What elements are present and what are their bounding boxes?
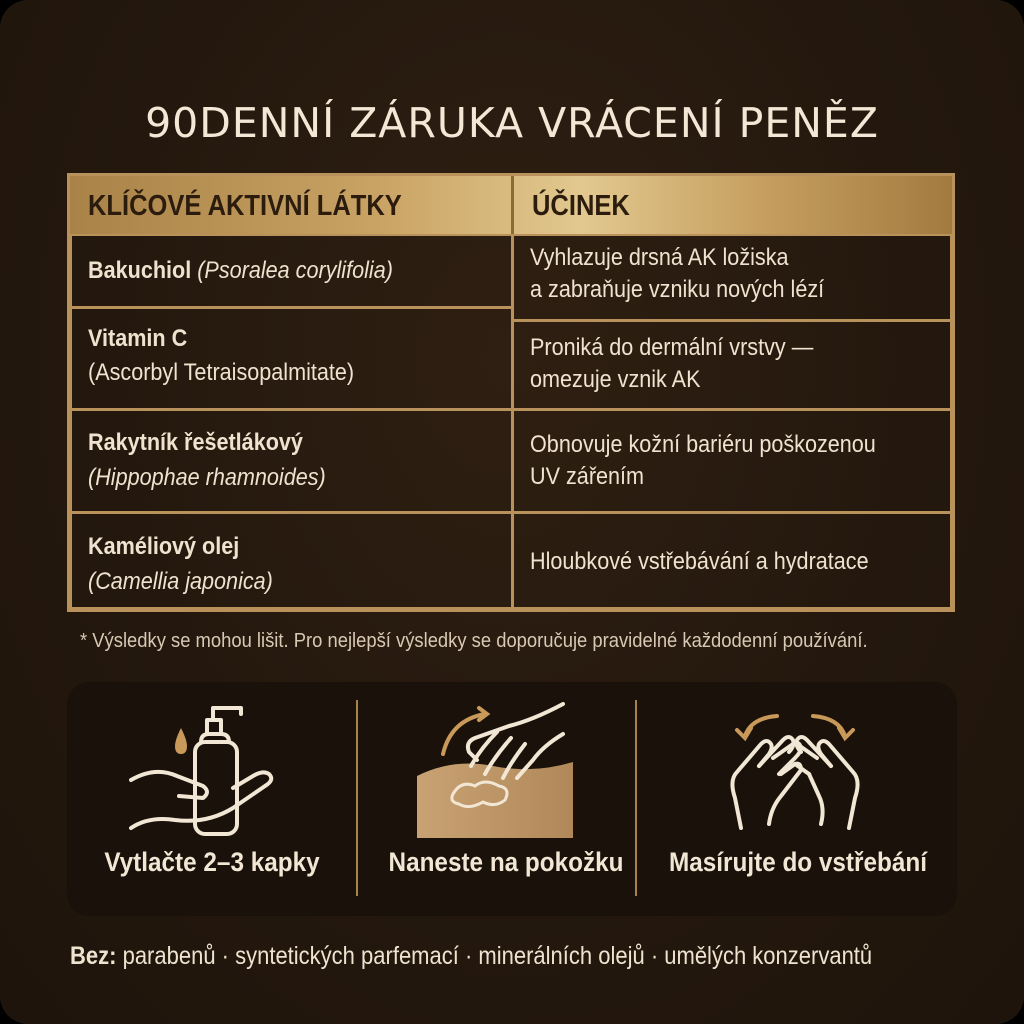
ingredient-name: Rakytník řešetlákový <box>88 429 303 456</box>
page-title: 90DENNÍ ZÁRUKA VRÁCENÍ PENĚZ <box>145 99 879 147</box>
ingredient-latin: (Psoralea corylifolia) <box>197 257 393 284</box>
header-ingredients: KLÍČOVÉ AKTIVNÍ LÁTKY <box>88 190 402 222</box>
effect-line: omezuje vznik AK <box>530 366 701 393</box>
results-disclaimer: * Výsledky se mohou lišit. Pro nejlepší výsledky se doporučuje pravidelné každodenní používání. <box>80 630 868 652</box>
table-row-4-ingredient <box>70 512 513 609</box>
table-row-1-effect <box>512 234 952 321</box>
header-divider <box>511 176 514 234</box>
free-from-prefix: Bez: <box>70 942 117 970</box>
hands-massage-icon <box>715 700 875 840</box>
step-divider <box>356 700 358 896</box>
table-row-3-ingredient <box>70 409 513 513</box>
table-row-2-ingredient <box>70 307 513 410</box>
effect-line: Hloubkové vstřebávání a hydratace <box>530 548 869 575</box>
ingredients-table <box>67 173 955 612</box>
pump-bottle-hand-icon <box>129 700 289 840</box>
ingredient-latin: (Camellia japonica) <box>88 568 273 595</box>
header-effect: ÚČINEK <box>532 190 630 222</box>
hand-applying-skin-icon <box>413 700 573 840</box>
step-1-label: Vytlačte 2–3 kapky <box>104 847 320 877</box>
table-row-2-effect <box>512 320 952 410</box>
application-steps <box>67 682 957 916</box>
effect-line: UV zářením <box>530 463 645 490</box>
ingredient-latin: (Hippophae rhamnoides) <box>88 464 326 491</box>
effect-line: Vyhlazuje drsná AK ložiska <box>530 244 789 271</box>
step-3-label: Masírujte do vstřebání <box>669 847 927 877</box>
ingredient-name: Vitamin C <box>88 325 188 352</box>
ingredient-latin: (Ascorbyl Tetraisopalmitate) <box>88 359 355 386</box>
table-header <box>70 176 952 234</box>
free-from-line <box>70 938 873 974</box>
table-row-3-effect <box>512 409 952 513</box>
table-row-4-effect <box>512 512 952 609</box>
effect-line: Proniká do dermální vrstvy — <box>530 334 814 361</box>
step-2-label: Naneste na pokožku <box>388 847 624 877</box>
free-from-items: parabenů · syntetických parfemací · minerálních olejů · umělých konzervantů <box>122 942 873 970</box>
effect-line: a zabraňuje vzniku nových lézí <box>530 276 825 303</box>
ingredient-name: Bakuchiol <box>88 257 192 284</box>
table-row-1-ingredient <box>70 234 513 308</box>
effect-line: Obnovuje kožní bariéru poškozenou <box>530 431 876 458</box>
ingredient-name: Kaméliový olej <box>88 533 240 560</box>
